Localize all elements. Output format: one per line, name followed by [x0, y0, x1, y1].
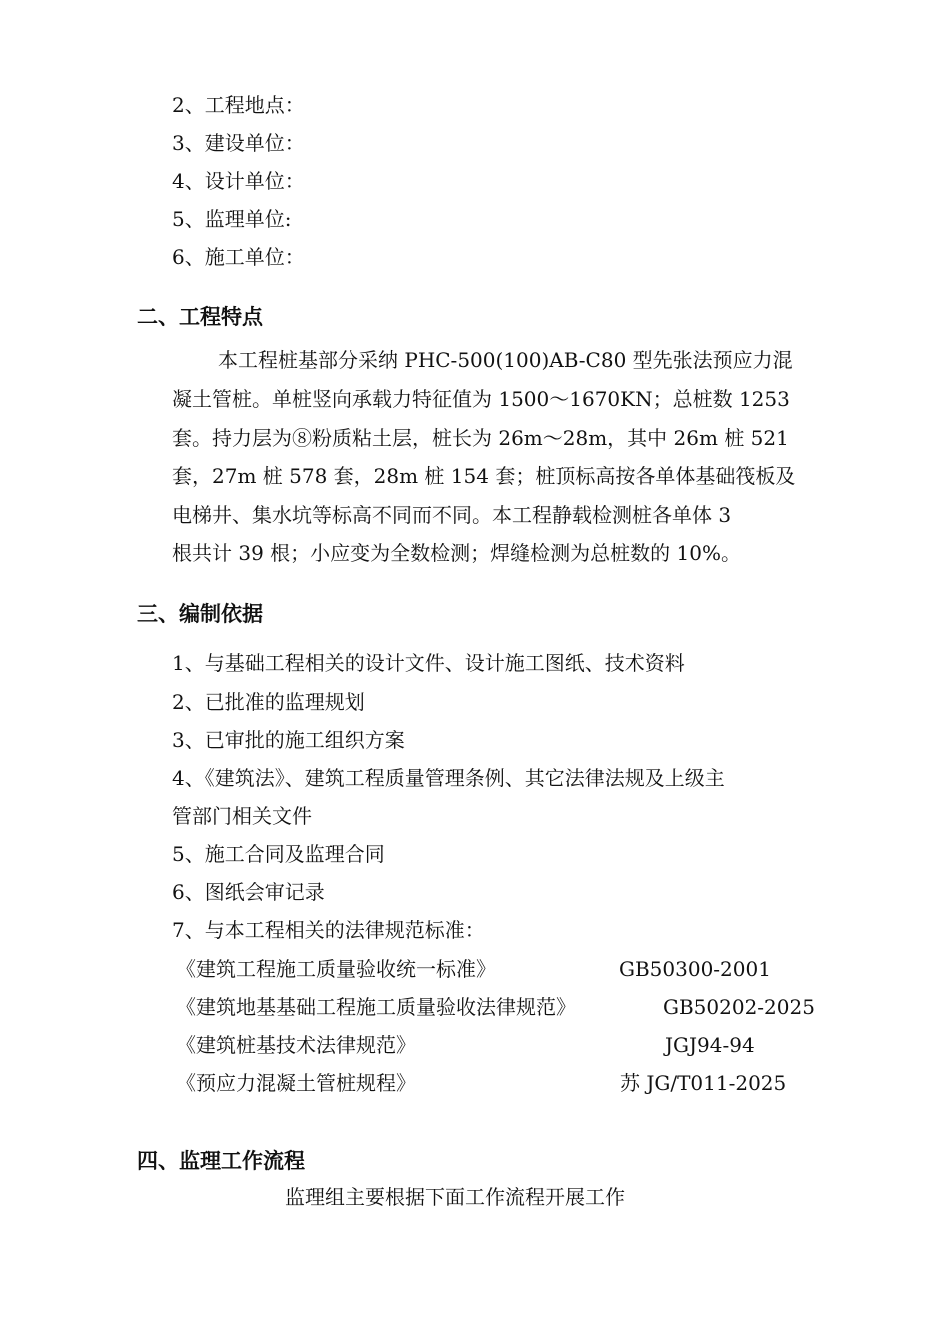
standard-name: 《建筑地基基础工程施工质量验收法律规范》: [176, 995, 576, 1019]
paragraph-line: 套。持力层为⑧粉质粘土层，桩长为 26m～28m，其中 26m 桩 521: [172, 426, 789, 450]
basis-item-continuation: 管部门相关文件: [172, 804, 312, 828]
paragraph-line: 电梯井、集水坑等标高不同而不同。本工程静载检测桩各单体 3: [172, 503, 732, 527]
paragraph-line: 套，27m 桩 578 套，28m 桩 154 套；桩顶标高按各单体基础筏板及: [172, 464, 796, 488]
construction-unit-label: 3、建设单位：: [172, 131, 305, 155]
paragraph-line: 根共计 39 根；小应变为全数检测；焊缝检测为总桩数的 10%。: [172, 541, 741, 565]
basis-item: 7、与本工程相关的法律规范标准：: [172, 918, 485, 942]
section-heading-workflow: 四、监理工作流程: [137, 1149, 305, 1173]
standard-code: GB50202-2025: [663, 995, 815, 1019]
basis-item: 2、已批准的监理规划: [172, 690, 365, 714]
standard-name: 《建筑桩基技术法律规范》: [176, 1033, 416, 1057]
workflow-intro: 监理组主要根据下面工作流程开展工作: [285, 1185, 625, 1209]
paragraph-line: 本工程桩基部分采纳 PHC-500(100)AB-C80 型先张法预应力混: [218, 348, 793, 372]
basis-item: 6、图纸会审记录: [172, 880, 325, 904]
basis-item: 1、与基础工程相关的设计文件、设计施工图纸、技术资料: [172, 651, 685, 675]
paragraph-line: 凝土管桩。单桩竖向承载力特征值为 1500～1670KN；总桩数 1253: [172, 387, 790, 411]
supervision-unit-label: 5、监理单位:: [172, 207, 292, 231]
project-location-label: 2、工程地点：: [172, 93, 305, 117]
design-unit-label: 4、设计单位：: [172, 169, 305, 193]
standard-name: 《建筑工程施工质量验收统一标准》: [176, 957, 496, 981]
basis-item: 4、《建筑法》、建筑工程质量管理条例、其它法律法规及上级主: [172, 766, 725, 790]
standard-name: 《预应力混凝土管桩规程》: [176, 1071, 416, 1095]
basis-item: 5、施工合同及监理合同: [172, 842, 385, 866]
builder-unit-label: 6、施工单位：: [172, 245, 305, 269]
section-heading-project-features: 二、工程特点: [137, 305, 263, 329]
section-heading-basis: 三、编制依据: [137, 602, 263, 626]
standard-code: GB50300-2001: [619, 957, 771, 981]
basis-item: 3、已审批的施工组织方案: [172, 728, 405, 752]
standard-code: JGJ94-94: [665, 1033, 755, 1057]
standard-code: 苏 JG/T011-2025: [620, 1071, 787, 1095]
